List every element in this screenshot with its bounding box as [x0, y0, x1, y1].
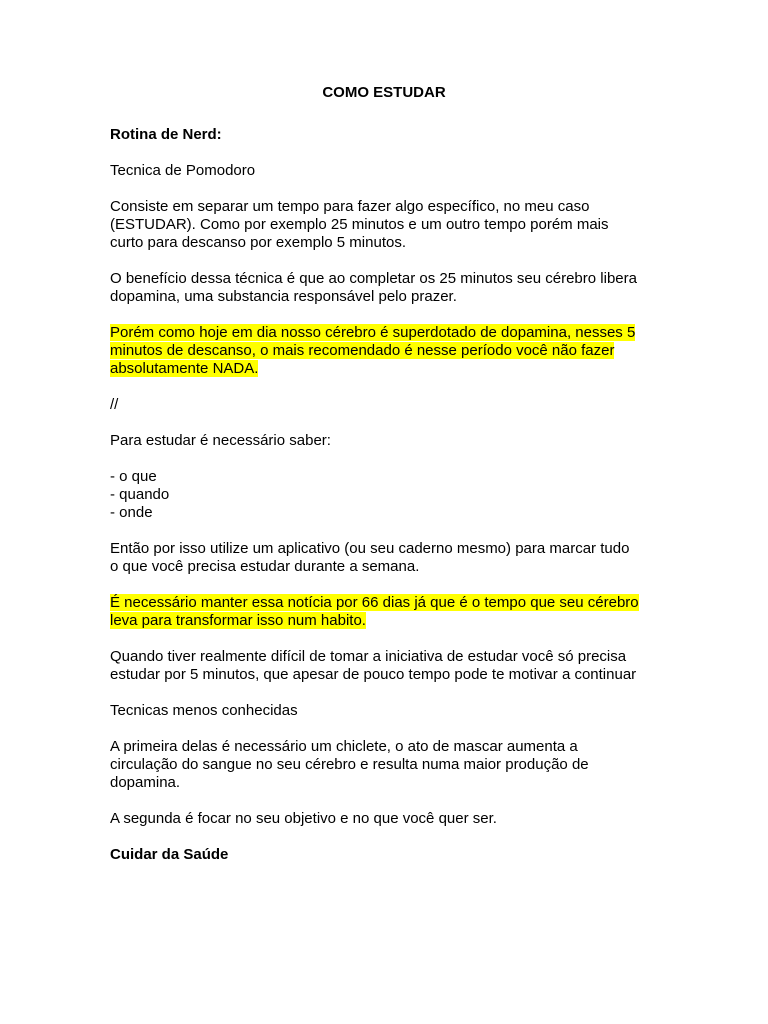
list-item: - quando — [110, 486, 170, 503]
paragraph-chewing-gum — [110, 738, 670, 792]
text-line: O benefício dessa técnica é que ao completar os 25 minutos seu cérebro libera — [110, 270, 637, 287]
text-line: o que você precisa estudar durante a semana. — [110, 558, 420, 575]
separator-text: // — [110, 396, 119, 413]
section-heading-rotina: Rotina de Nerd: — [110, 126, 222, 143]
text-line: circulação do sangue no seu cérebro e resulta numa maior produção de — [110, 756, 589, 773]
highlighted-text: minutos de descanso, o mais recomendado é nesse período você não fazer — [110, 342, 615, 359]
text-line: dopamina. — [110, 774, 181, 791]
list-item: - o que — [110, 468, 157, 485]
paragraph-initiative — [110, 648, 670, 684]
text-line: Então por isso utilize um aplicativo (ou seu caderno mesmo) para marcar tudo — [110, 540, 630, 557]
paragraph-benefit — [110, 270, 670, 306]
study-checklist — [110, 468, 670, 522]
text-line: A primeira delas é necessário um chiclete, o ato de mascar aumenta a — [110, 738, 578, 755]
paragraph-goal: A segunda é focar no seu objetivo e no que você quer ser. — [110, 810, 497, 827]
paragraph-highlight-rest — [110, 324, 670, 378]
paragraph-pomodoro-description — [110, 198, 670, 252]
highlighted-text: absolutamente NADA. — [110, 360, 259, 377]
text-line: curto para descanso por exemplo 5 minutos. — [110, 234, 406, 251]
document-title: COMO ESTUDAR — [322, 84, 446, 101]
text-line: (ESTUDAR). Como por exemplo 25 minutos e um outro tempo porém mais — [110, 216, 609, 233]
text-line: estudar por 5 minutos, que apesar de pouco tempo pode te motivar a continuar — [110, 666, 637, 683]
paragraph-need-to-know: Para estudar é necessário saber: — [110, 432, 331, 449]
paragraph-app — [110, 540, 670, 576]
text-line: Consiste em separar um tempo para fazer algo específico, no meu caso — [110, 198, 590, 215]
text-line: dopamina, uma substancia responsável pelo prazer. — [110, 288, 457, 305]
highlighted-text: Porém como hoje em dia nosso cérebro é superdotado de dopamina, nesses 5 — [110, 324, 636, 341]
subheading-lesser-known: Tecnicas menos conhecidas — [110, 702, 298, 719]
pomodoro-label: Tecnica de Pomodoro — [110, 162, 256, 179]
highlighted-text: É necessário manter essa notícia por 66 dias já que é o tempo que seu cérebro — [110, 594, 639, 611]
section-heading-saude: Cuidar da Saúde — [110, 846, 229, 863]
list-item: - onde — [110, 504, 153, 521]
highlighted-text: leva para transformar isso num habito. — [110, 612, 366, 629]
document-body — [110, 84, 670, 882]
paragraph-highlight-habit — [110, 594, 670, 630]
text-line: Quando tiver realmente difícil de tomar a iniciativa de estudar você só precisa — [110, 648, 627, 665]
